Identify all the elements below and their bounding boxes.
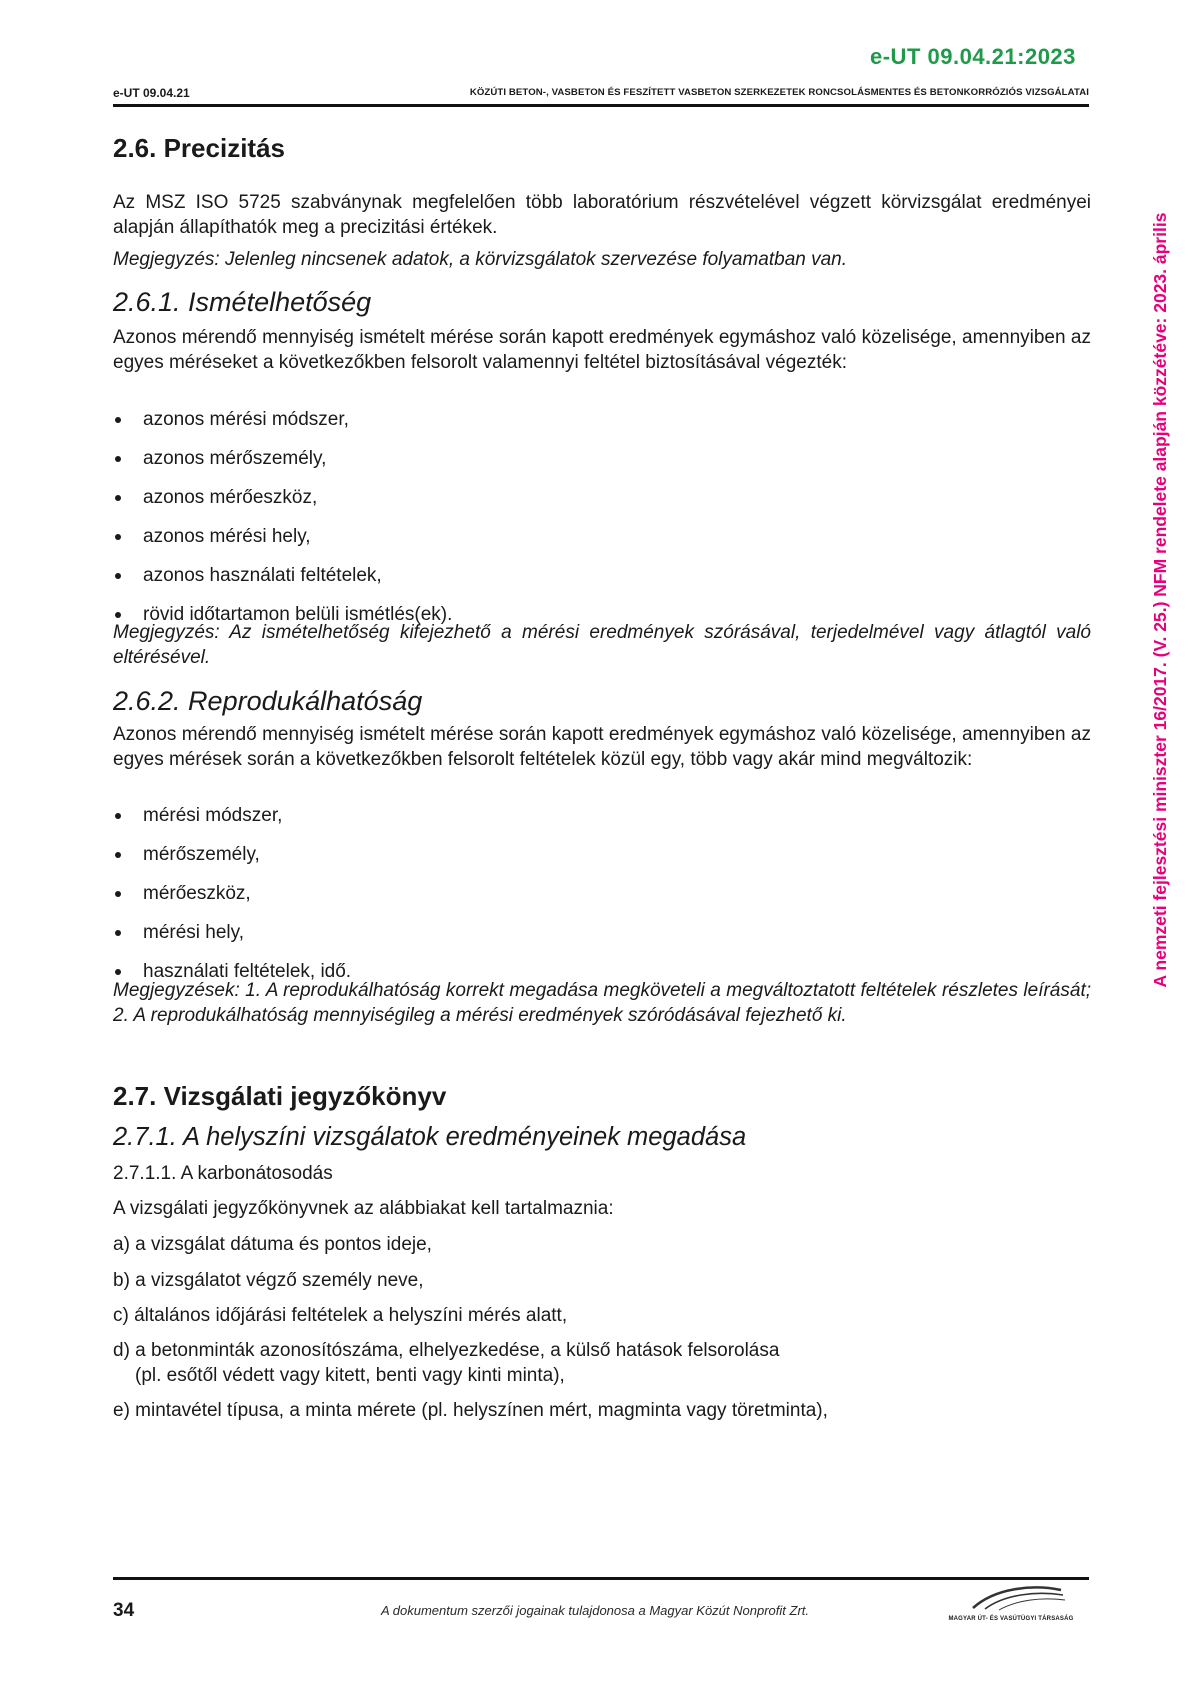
list-item: e) mintavétel típusa, a minta mérete (pl. helyszínen mért, magminta vagy töretminta), — [113, 1400, 828, 1421]
bullet-icon — [115, 930, 121, 936]
publication-side-note: A nemzeti fejlesztési miniszter 16/2017. (V. 25.) NFM rendelete alapján közzétéve: 2023. április — [1150, 212, 1170, 988]
society-logo — [933, 1582, 1089, 1622]
list-item: mérőeszköz, — [113, 882, 1091, 921]
bullet-icon — [115, 891, 121, 897]
header-divider — [113, 104, 1089, 107]
section-2-6-2-note: Megjegyzések: 1. A reprodukálhatóság korrekt megadása megköveteli a megváltoztatott feltételek részletes leírását; 2. A reprodukálhatóság mennyiségileg a mérési eredmények szóródásával fejezhető ki. — [113, 980, 1091, 1026]
section-heading-2-7-1: 2.7.1. A helyszíni vizsgálatok eredményeinek megadása — [113, 1123, 747, 1151]
repeatability-conditions-list — [113, 408, 1091, 642]
header-doc-id: e-UT 09.04.21 — [113, 86, 190, 100]
list-item: rövid időtartamon belüli ismétlés(ek). — [113, 603, 1091, 642]
list-item: azonos mérési módszer, — [113, 408, 1091, 447]
document-code: e-UT 09.04.21:2023 — [870, 44, 1076, 69]
reproducibility-conditions-list — [113, 804, 1091, 999]
section-2-6-paragraph: Az MSZ ISO 5725 szabványnak megfelelően több laboratórium részvételével végzett körvizsgálat eredményei alapján állapíthatók meg a precizitási értékek. — [113, 192, 1091, 238]
list-item: azonos használati feltételek, — [113, 564, 1091, 603]
list-item: mérőszemély, — [113, 843, 1091, 882]
footer-copyright: A dokumentum szerzői jogainak tulajdonosa a Magyar Közút Nonprofit Zrt. — [380, 1603, 809, 1618]
section-2-6-note: Megjegyzés: Jelenleg nincsenek adatok, a körvizsgálatok szervezése folyamatban van. — [113, 249, 848, 270]
list-item: azonos mérési hely, — [113, 525, 1091, 564]
bullet-icon — [115, 456, 121, 462]
section-2-6-1-note: Megjegyzés: Az ismételhetőség kifejezhető a mérési eredmények szórásával, terjedelmével vagy átlagtól való eltérésével. — [113, 622, 1091, 668]
list-item: azonos mérőszemély, — [113, 447, 1091, 486]
section-heading-2-7-1-1: 2.7.1.1. A karbonátosodás — [113, 1163, 333, 1184]
report-intro: A vizsgálati jegyzőkönyvnek az alábbiakat kell tartalmaznia: — [113, 1198, 614, 1219]
section-heading-2-7: 2.7. Vizsgálati jegyzőkönyv — [113, 1081, 447, 1111]
bullet-icon — [115, 495, 121, 501]
header-title: KÖZÚTI BETON-, VASBETON ÉS FESZÍTETT VASBETON SZERKEZETEK RONCSOLÁSMENTES ÉS BETONKORRÓZIÓS VIZSGÁLATAI — [469, 87, 1089, 98]
bullet-icon — [115, 573, 121, 579]
list-item: a) a vizsgálat dátuma és pontos ideje, — [113, 1234, 432, 1255]
list-item: használati feltételek, idő. — [113, 960, 1091, 999]
logo-text: MAGYAR ÚT- ÉS VASÚTÜGYI TÁRSASÁG — [948, 1616, 1074, 1622]
section-2-6-1-paragraph: Azonos mérendő mennyiség ismételt mérése során kapott eredmények egymáshoz való közelisége, amennyiben az egyes méréseket a következőkben felsorolt valamennyi feltétel biztosításával végezték: — [113, 327, 1091, 373]
list-item: d) a betonminták azonosítószáma, elhelyezkedése, a külső hatások felsorolása (pl. esőtől védett vagy kitett, benti vagy kinti minta), — [113, 1340, 780, 1386]
bullet-icon — [115, 852, 121, 858]
list-item: azonos mérőeszköz, — [113, 486, 1091, 525]
bullet-icon — [115, 417, 121, 423]
bullet-icon — [115, 612, 121, 618]
bullet-icon — [115, 534, 121, 540]
section-2-6-2-paragraph: Azonos mérendő mennyiség ismételt mérése során kapott eredmények egymáshoz való közelisége, amennyiben az egyes mérések során a következőkben felsorolt feltételek közül egy, több vagy akár mind megváltozik: — [113, 724, 1091, 770]
section-heading-2-6-2: 2.6.2. Reprodukálhatóság — [113, 686, 423, 716]
road-arc-icon — [933, 1582, 1089, 1612]
section-heading-2-6-1: 2.6.1. Ismételhetőség — [113, 287, 372, 317]
bullet-icon — [115, 969, 121, 975]
list-item: mérési hely, — [113, 921, 1091, 960]
bullet-icon — [115, 813, 121, 819]
list-item: mérési módszer, — [113, 804, 1091, 843]
section-heading-2-6: 2.6. Precizitás — [113, 133, 285, 163]
list-item: b) a vizsgálatot végző személy neve, — [113, 1270, 424, 1291]
list-item: c) általános időjárási feltételek a helyszíni mérés alatt, — [113, 1305, 568, 1326]
page-number: 34 — [113, 1600, 135, 1621]
running-header — [113, 84, 1089, 104]
footer-divider — [113, 1577, 1089, 1580]
